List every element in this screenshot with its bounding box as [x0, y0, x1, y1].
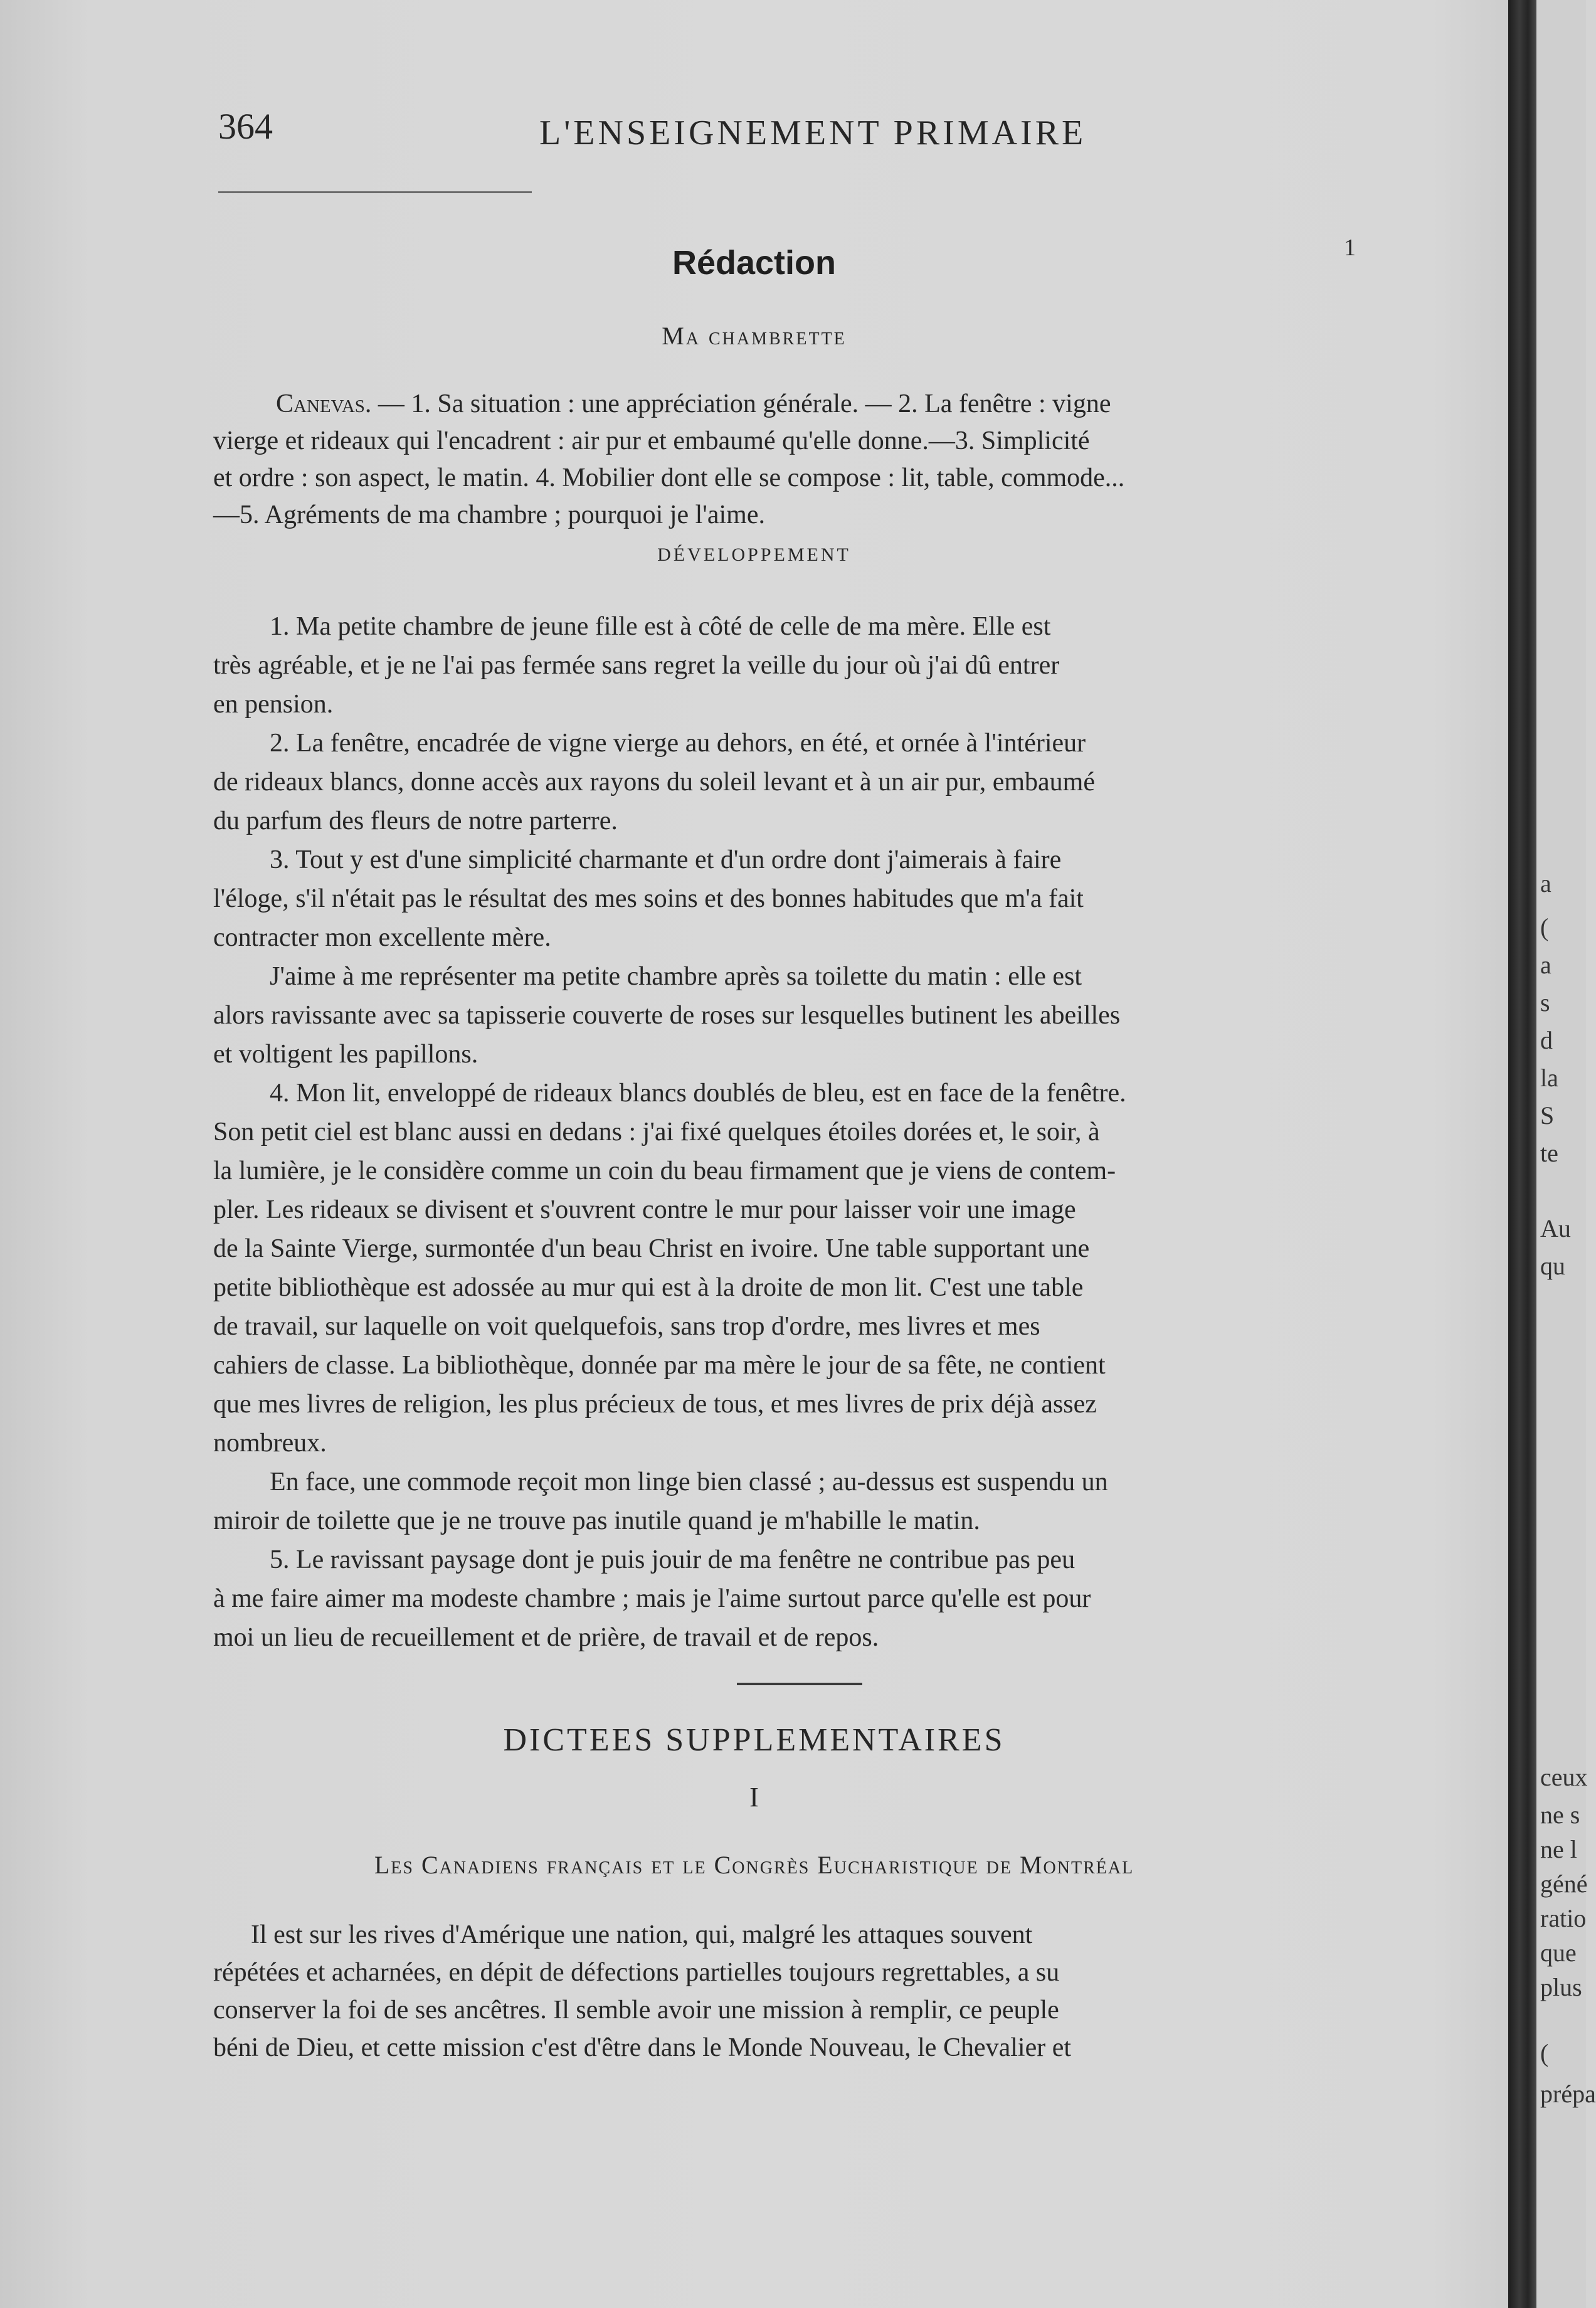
dictee-line: béni de Dieu, et cette mission c'est d'être dans le Monde Nouveau, le Chevalier et	[213, 2033, 1072, 2062]
adjacent-page-fragment: ne s	[1540, 1801, 1580, 1829]
developpement-line: à me faire aimer ma modeste chambre ; mais je l'aime surtout parce qu'elle est pour	[213, 1584, 1091, 1613]
section-title: Rédaction	[672, 244, 837, 282]
adjacent-page-fragment: S	[1540, 1101, 1555, 1130]
developpement-line: J'aime à me représenter ma petite chambre après sa toilette du matin : elle est	[270, 962, 1082, 991]
canevas-label: Canevas.	[276, 389, 372, 418]
developpement-line: 3. Tout y est d'une simplicité charmante et d'un ordre dont j'aimerais à faire	[270, 845, 1062, 874]
developpement-line: petite bibliothèque est adossée au mur qui est à la droite de mon lit. C'est une table	[213, 1273, 1084, 1302]
adjacent-page-fragment: (	[1540, 2039, 1549, 2067]
dictee-text	[213, 1916, 1420, 2067]
adjacent-page-fragment: la	[1540, 1064, 1558, 1092]
adjacent-page-fragment: d	[1540, 1026, 1553, 1054]
canevas-paragraph	[213, 386, 1420, 534]
developpement-line: pler. Les rideaux se divisent et s'ouvrent contre le mur pour laisser voir une image	[213, 1195, 1076, 1224]
adjacent-page-fragment: qu	[1540, 1252, 1565, 1280]
developpement-line: miroir de toilette que je ne trouve pas inutile quand je m'habille le matin.	[213, 1506, 980, 1535]
developpement-line: de rideaux blancs, donne accès aux rayons du soleil levant et à un air pur, embaumé	[213, 768, 1095, 797]
adjacent-page-fragment: ratio	[1540, 1904, 1587, 1932]
developpement-line: 2. La fenêtre, encadrée de vigne vierge au dehors, en été, et ornée à l'intérieur	[270, 729, 1086, 758]
developpement-line: et voltigent les papillons.	[213, 1040, 478, 1069]
dictee-line: conserver la foi de ses ancêtres. Il semble avoir une mission à remplir, ce peuple	[213, 1996, 1059, 2025]
canevas-line: —5. Agréments de ma chambre ; pourquoi je l'aime.	[213, 500, 765, 529]
developpement-line: nombreux.	[213, 1429, 327, 1458]
developpement-line: en pension.	[213, 690, 334, 719]
dictee-subtitle: Les Canadiens français et le Congrès Eucharistique de Montréal	[374, 1851, 1134, 1879]
developpement-line: que mes livres de religion, les plus précieux de tous, et mes livres de prix déjà assez	[213, 1390, 1097, 1419]
canevas-line: Canevas. — 1. Sa situation : une appréciation générale. — 2. La fenêtre : vigne	[276, 389, 1111, 418]
developpement-line: la lumière, je le considère comme un coin du beau firmament que je viens de contem-	[213, 1157, 1116, 1185]
developpement-heading: DÉVELOPPEMENT	[657, 544, 851, 565]
developpement-line: très agréable, et je ne l'ai pas fermée sans regret la veille du jour où j'ai dû entrer	[213, 651, 1060, 680]
developpement-line: En face, une commode reçoit mon linge bien classé ; au-dessus est suspendu un	[270, 1468, 1108, 1496]
developpement-line: de la Sainte Vierge, surmontée d'un beau Christ en ivoire. Une table supportant une	[213, 1234, 1090, 1263]
adjacent-page-fragment: ceux	[1540, 1763, 1588, 1791]
developpement-line: du parfum des fleurs de notre parterre.	[213, 807, 618, 835]
adjacent-page-fragment: (	[1540, 913, 1549, 941]
page-number: 364	[218, 106, 273, 147]
adjacent-page-fragment: a	[1540, 869, 1551, 897]
developpement-line: alors ravissante avec sa tapisserie couverte de roses sur lesquelles butinent les abeilles	[213, 1001, 1121, 1030]
adjacent-page-fragment: ne l	[1540, 1835, 1577, 1863]
section-subtitle: Ma chambrette	[662, 322, 847, 350]
dictees-title: DICTEES SUPPLEMENTAIRES	[503, 1722, 1005, 1758]
book-gutter	[1508, 0, 1536, 2308]
section-divider	[737, 1683, 862, 1685]
developpement-line: cahiers de classe. La bibliothèque, donnée par ma mère le jour de sa fête, ne contient	[213, 1351, 1106, 1380]
adjacent-page-fragment: a	[1540, 951, 1551, 979]
developpement-line: Son petit ciel est blanc aussi en dedans : j'ai fixé quelques étoiles dorées et, le soir, à	[213, 1118, 1100, 1146]
adjacent-page-fragment: plus	[1540, 1973, 1582, 2001]
canevas-line: et ordre : son aspect, le matin. 4. Mobilier dont elle se compose : lit, table, commode...	[213, 463, 1125, 492]
dictee-numeral: I	[749, 1782, 759, 1813]
adjacent-page-fragment: Au	[1540, 1214, 1571, 1242]
adjacent-page-fragment: te	[1540, 1139, 1558, 1167]
adjacent-page-fragment: géné	[1540, 1870, 1588, 1898]
adjacent-page-fragment: s	[1540, 988, 1550, 1017]
adjacent-page-edge	[1536, 0, 1596, 2308]
adjacent-page-fragment: que	[1540, 1939, 1577, 1967]
developpement-line: contracter mon excellente mère.	[213, 923, 551, 952]
header-rule	[218, 191, 532, 193]
developpement-line: 5. Le ravissant paysage dont je puis jouir de ma fenêtre ne contribue pas peu	[270, 1545, 1075, 1574]
dictee-line: répétées et acharnées, en dépit de défections partielles toujours regrettables, a su	[213, 1958, 1060, 1987]
developpement-line: 4. Mon lit, enveloppé de rideaux blancs doublés de bleu, est en face de la fenêtre.	[270, 1079, 1126, 1108]
developpement-text	[213, 607, 1420, 1657]
dictee-line: Il est sur les rives d'Amérique une nation, qui, malgré les attaques souvent	[251, 1920, 1033, 1949]
canevas-line: vierge et rideaux qui l'encadrent : air pur et embaumé qu'elle donne.—3. Simplicité	[213, 426, 1090, 455]
footnote-mark: 1	[1344, 235, 1356, 261]
developpement-line: de travail, sur laquelle on voit quelquefois, sans trop d'ordre, mes livres et mes	[213, 1312, 1040, 1341]
developpement-line: moi un lieu de recueillement et de prière, de travail et de repos.	[213, 1623, 879, 1652]
developpement-line: l'éloge, s'il n'était pas le résultat des mes soins et des bonnes habitudes que m'a fait	[213, 884, 1084, 913]
running-title: L'ENSEIGNEMENT PRIMAIRE	[539, 114, 1087, 152]
developpement-line: 1. Ma petite chambre de jeune fille est à côté de celle de ma mère. Elle est	[270, 612, 1051, 641]
adjacent-page-fragment: prépa	[1540, 2080, 1596, 2108]
